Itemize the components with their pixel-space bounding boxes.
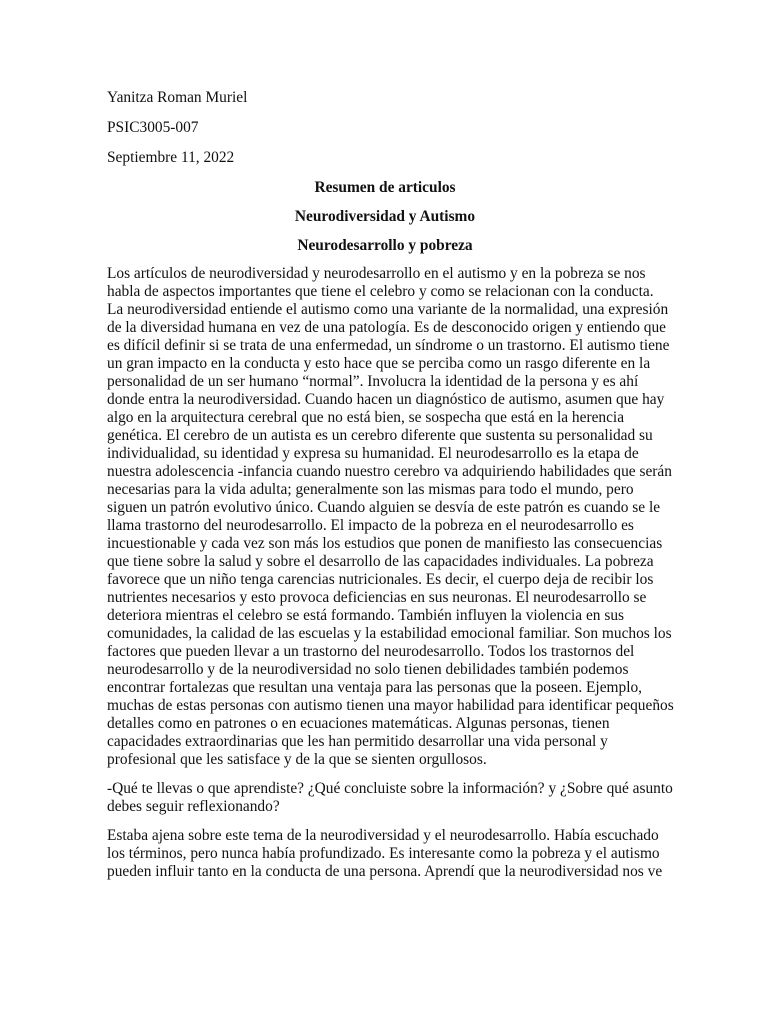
text-line: debes seguir reflexionando? (107, 798, 280, 815)
text-line: deteriora mientras el celebro se está formando. También influyen la violencia en sus (107, 607, 625, 624)
document-title: Resumen de articulos (314, 179, 456, 196)
text-line: pueden influir tanto en la conducta de una persona. Aprendí que la neurodiversidad nos ve (107, 863, 663, 880)
text-line: muchas de estas personas con autismo tienen una mayor habilidad para identificar pequeños (107, 697, 674, 714)
reflection-question (107, 780, 673, 816)
text-line: Los artículos de neurodiversidad y neurodesarrollo en el autismo y en la pobreza se nos (107, 265, 646, 282)
text-line: habla de aspectos importantes que tiene el celebro y como se relacionan con la conducta. (107, 283, 654, 300)
article-title-2: Neurodesarrollo y pobreza (297, 237, 473, 254)
text-line: donde entra la neurodiversidad. Cuando hacen un diagnóstico de autismo, asumen que hay (107, 391, 665, 408)
author-name: Yanitza Roman Muriel (107, 89, 248, 106)
text-line: -Qué te llevas o que aprendiste? ¿Qué concluiste sobre la información? y ¿Sobre qué asunto (107, 780, 673, 797)
text-line: favorece que un niño tenga carencias nutricionales. Es decir, el cuerpo deja de recibir los (107, 571, 654, 588)
text-line: Estaba ajena sobre este tema de la neurodiversidad y el neurodesarrollo. Había escuchado (107, 827, 659, 844)
summary-paragraph (107, 265, 674, 769)
text-line: capacidades extraordinarias que les han permitido desarrollar una vida personal y (107, 733, 608, 750)
text-line: incuestionable y cada vez son más los estudios que ponen de manifiesto las consecuencias (107, 535, 663, 552)
text-line: genética. El cerebro de un autista es un cerebro diferente que sustenta su personalidad su (107, 427, 653, 444)
text-line: factores que pueden llevar a un trastorno del neurodesarrollo. Todos los trastornos del (107, 643, 635, 660)
text-line: llama trastorno del neurodesarrollo. El impacto de la pobreza en el neurodesarrollo es (107, 517, 634, 534)
text-line: individualidad, su identidad y expresa su humanidad. El neurodesarrollo es la etapa de (107, 445, 639, 462)
article-title-1: Neurodiversidad y Autismo (294, 208, 476, 225)
text-line: es difícil definir si se trata de una enfermedad, un síndrome o un trastorno. El autismo tiene (107, 337, 670, 354)
text-line: algo en la arquitectura cerebral que no está bien, se sospecha que está en la herencia (107, 409, 625, 426)
text-line: neurodesarrollo y de la neurodiversidad no solo tienen debilidades también podemos (107, 661, 629, 678)
text-line: de la diversidad humana en vez de una patología. Es de desconocido origen y entiendo que (107, 319, 667, 336)
text-line: nutrientes necesarios y esto provoca deficiencias en sus neuronas. El neurodesarrollo se (107, 589, 647, 606)
course-code: PSIC3005-007 (107, 119, 199, 136)
text-line: los términos, pero nunca había profundizado. Es interesante como la pobreza y el autismo (107, 845, 660, 862)
text-line: profesional que les satisface y de la que se sienten orgullosos. (107, 751, 487, 768)
text-line: encontrar fortalezas que resultan una ventaja para las personas que la poseen. Ejemplo, (107, 679, 643, 696)
text-line: La neurodiversidad entiende el autismo como una variante de la normalidad, una expresión (107, 301, 669, 318)
text-line: siguen un patrón evolutivo único. Cuando alguien se desvía de este patrón es cuando se le (107, 499, 661, 516)
document-date: Septiembre 11, 2022 (107, 149, 235, 166)
text-line: detalles como en patrones o en ecuaciones matemáticas. Algunas personas, tienen (107, 715, 610, 732)
text-line: comunidades, la calidad de las escuelas y la estabilidad emocional familiar. Son muchos los (107, 625, 672, 642)
document-content (107, 89, 674, 892)
reflection-paragraph (107, 827, 663, 881)
text-line: nuestra adolescencia -infancia cuando nuestro cerebro va adquiriendo habilidades que serán (107, 463, 672, 480)
text-line: necesarias para la vida adulta; generalmente son las mismas para todo el mundo, pero (107, 481, 634, 498)
text-line: un gran impacto en la conducta y esto hace que se perciba como un rasgo diferente en la (107, 355, 651, 372)
text-line: personalidad de un ser humano “normal”. Involucra la identidad de la persona y es ahí (107, 373, 639, 390)
text-line: que tiene sobre la salud y sobre el desarrollo de las capacidades individuales. La pobreza (107, 553, 654, 570)
